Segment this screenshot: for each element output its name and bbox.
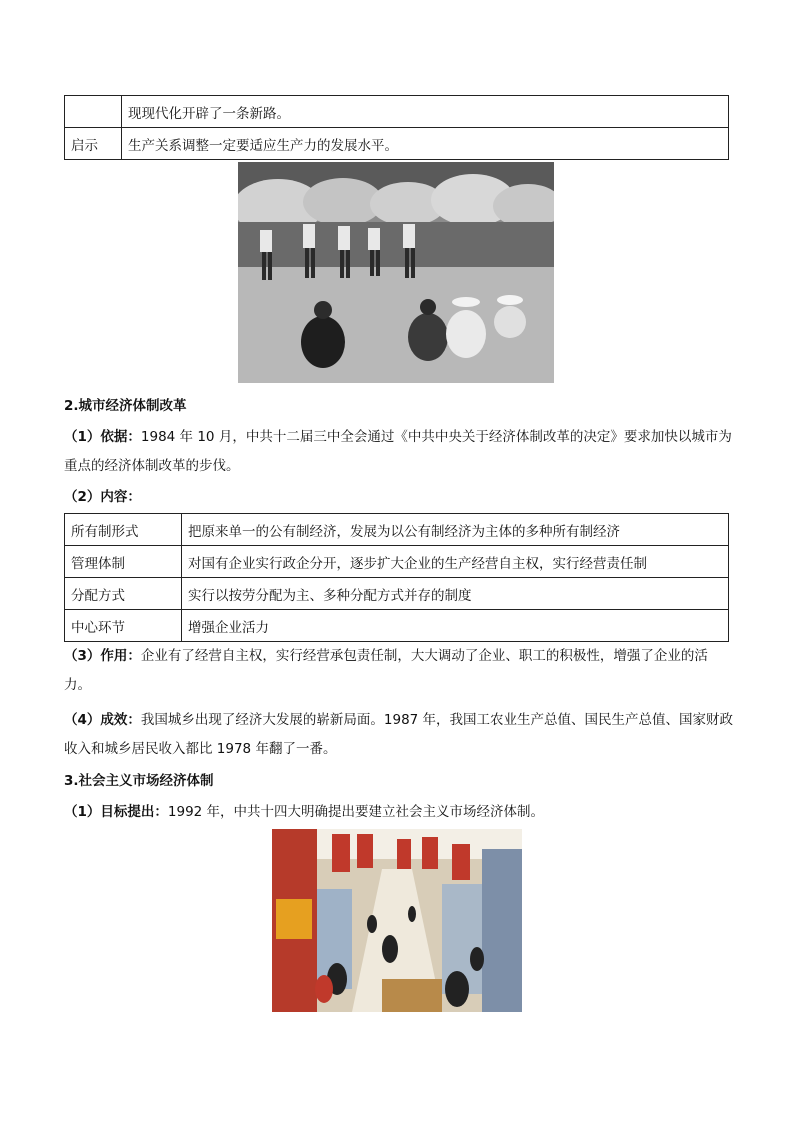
table-row [65, 578, 729, 610]
paragraph-result [64, 706, 734, 764]
paragraph-text: 1992 年，中共十四大明确提出要建立社会主义市场经济体制。 [167, 804, 545, 820]
rural-harvest-dance-photo [238, 162, 554, 383]
table-row [65, 610, 729, 642]
paragraph-lead: （1）依据： [64, 429, 141, 445]
table-cell-label: 中心环节 [65, 610, 182, 642]
paragraph-basis [64, 423, 734, 481]
table-row [65, 96, 729, 128]
paragraph-lead: （3）作用： [64, 648, 141, 664]
paragraph-content-lead [64, 483, 734, 512]
table-row [65, 128, 729, 160]
table-cell-text: 把原来单一的公有制经济，发展为以公有制经济为主体的多种所有制经济 [182, 514, 729, 546]
table-row [65, 514, 729, 546]
table-cell-text: 增强企业活力 [182, 610, 729, 642]
table-cell-text: 对国有企业实行政企分开，逐步扩大企业的生产经营自主权，实行经营责任制 [182, 546, 729, 578]
paragraph-lead: （2）内容： [64, 489, 141, 505]
table-cell-text: 生产关系调整一定要适应生产力的发展水平。 [122, 128, 729, 160]
reform-content-table [64, 513, 729, 642]
table-cell-label: 启示 [65, 128, 122, 160]
table-continued [64, 95, 729, 160]
paragraph-lead: （1）目标提出： [64, 804, 168, 820]
paragraph-text: 企业有了经营自主权，实行经营承包责任制，大大调动了企业、职工的积极性，增强了企业的活力。 [64, 648, 708, 693]
paragraph-text: 我国城乡出现了经济大发展的崭新局面。1987 年，我国工农业生产总值、国民生产总值、国家财政收入和城乡居民收入都比 1978 年翻了一番。 [64, 712, 734, 757]
paragraph-goal [64, 798, 734, 827]
table-cell-text: 现现代化开辟了一条新路。 [122, 96, 729, 128]
supermarket-interior-photo [272, 829, 522, 1012]
table-cell-label: 分配方式 [65, 578, 182, 610]
table-cell-label: 管理体制 [65, 546, 182, 578]
table-cell-text: 实行以按劳分配为主、多种分配方式并存的制度 [182, 578, 729, 610]
section-heading: 3.社会主义市场经济体制 [64, 773, 214, 789]
table-cell-label [65, 96, 122, 128]
table-cell-label: 所有制形式 [65, 514, 182, 546]
table-row [65, 546, 729, 578]
paragraph-text: 1984 年 10 月，中共十二届三中全会通过《中共中央关于经济体制改革的决定》要求加快以城市为重点的经济体制改革的步伐。 [64, 429, 732, 474]
section-heading: 2.城市经济体制改革 [64, 398, 187, 414]
paragraph-effect [64, 642, 734, 700]
paragraph-lead: （4）成效： [64, 712, 141, 728]
